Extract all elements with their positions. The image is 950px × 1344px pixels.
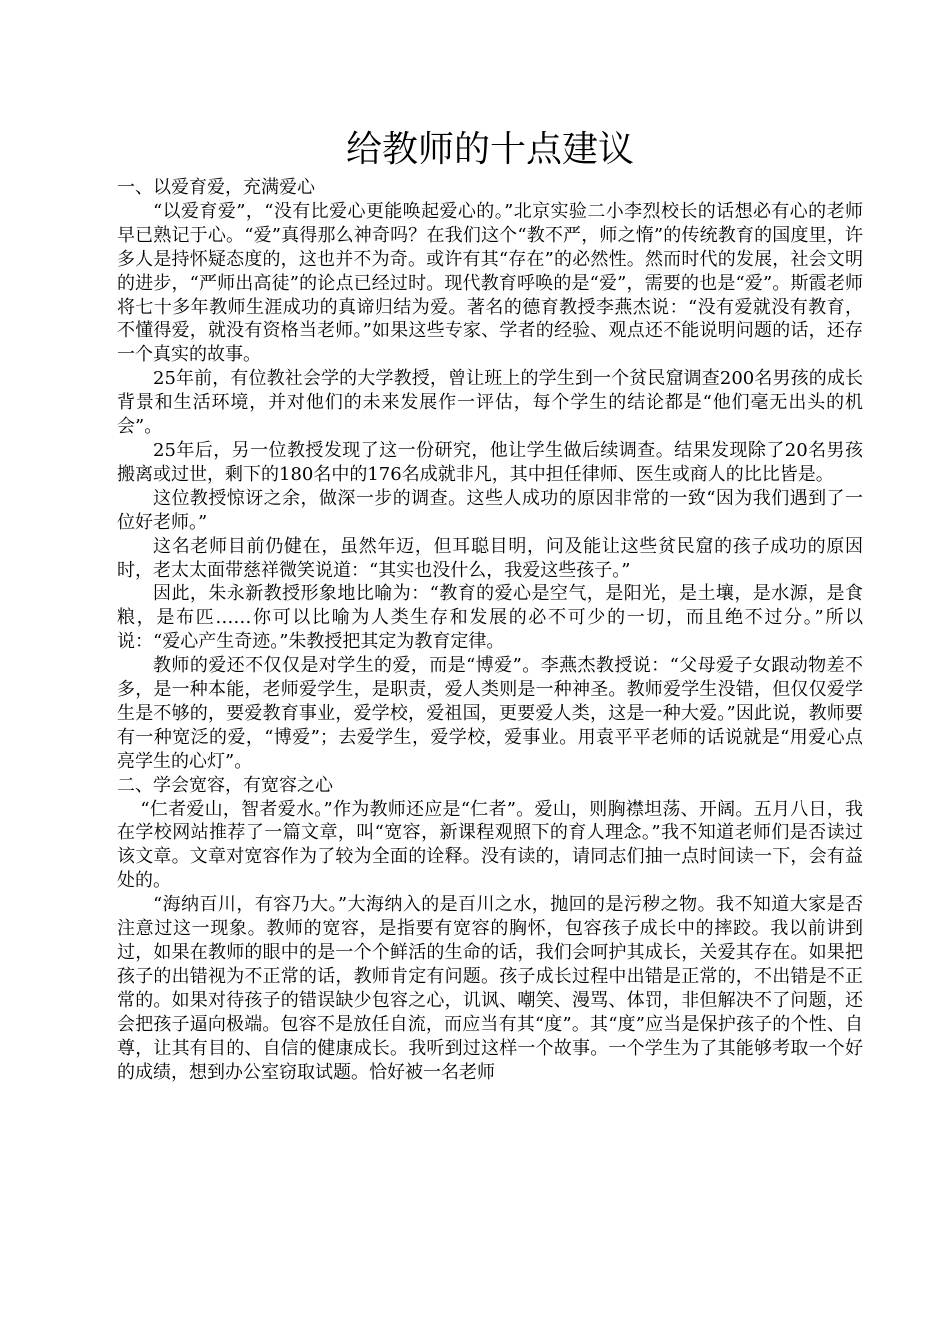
paragraph: 这名老师目前仍健在，虽然年迈，但耳聪目明，问及能让这些贫民窟的孩子成功的原因时，老太太面带慈祥微笑说道：“其实也没什么，我爱这些孩子。” (117, 535, 863, 581)
section-heading-love: 一、以爱育爱，充满爱心 (117, 177, 315, 198)
paragraph: “仁者爱山，智者爱水。”作为教师还应是“仁者”。爱山，则胸襟坦荡、开阔。五月八日，我在学校网站推荐了一篇文章，叫“宽容，新课程观照下的育人理念。”我不知道老师们是否读过该文章。文章对宽容作为了较为全面的诠释。没有读的，请同志们抽一点时间读一下，会有益处的。 (117, 798, 863, 892)
paragraph: 25年后，另一位教授发现了这一份研究，他让学生做后续调查。结果发现除了20名男孩搬离或过世，剩下的180名中的176名成就非凡，其中担任律师、医生或商人的比比皆是。 (117, 439, 863, 485)
paragraph: 教师的爱还不仅仅是对学生的爱，而是“博爱”。李燕杰教授说：“父母爱子女跟动物差不多，是一种本能，老师爱学生，是职责，爱人类则是一种神圣。教师爱学生没错，但仅仅爱学生是不够的，要爱教育事业，爱学校，爱祖国，更要爱人类，这是一种大爱。”因此说，教师要有一种宽泛的爱，“博爱”；去爱学生，爱学校，爱事业。用袁平平老师的话说就是“用爱心点亮学生的心灯”。 (117, 655, 863, 772)
paragraph: 25年前，有位教社会学的大学教授，曾让班上的学生到一个贫民窟调查200名男孩的成长背景和生活环境，并对他们的未来发展作一评估，每个学生的结论都是“他们毫无出头的机会”。 (117, 368, 863, 438)
document-title: 给教师的十点建议 (345, 129, 634, 170)
paragraph: 因此，朱永新教授形象地比喻为：“教育的爱心是空气，是阳光，是土壤，是水源，是食粮，是布匹……你可以比喻为人类生存和发展的必不可少的一切，而且绝不过分。”所以说：“爱心产生奇迹。”朱教授把其定为教育定律。 (117, 583, 863, 653)
document-body (117, 124, 863, 1084)
section-heading-tolerance: 二、学会宽容，有宽容之心 (117, 774, 333, 796)
paragraph: “以爱育爱”，“没有比爱心更能唤起爱心的。”北京实验二小李烈校长的话想必有心的老师早已熟记于心。“爱”真得那么神奇吗？在我们这个“教不严，师之惰”的传统教育的国度里，许多人是持怀疑态度的，这也并不为奇。或许有其“存在”的必然性。然而时代的发展，社会文明的进步，“严师出高徒”的论点已经过时。现代教育呼唤的是“爱”，需要的也是“爱”。斯霞老师将七十多年教师生涯成功的真谛归结为爱。著名的德育教授李燕杰说：“没有爱就没有教育，不懂得爱，就没有资格当老师。”如果这些专家、学者的经验、观点还不能说明问题的话，还存一个真实的故事。 (117, 200, 863, 366)
paragraph: 这位教授惊讶之余，做深一步的调查。这些人成功的原因非常的一致“因为我们遇到了一位好老师。” (117, 487, 863, 533)
paragraph: “海纳百川，有容乃大。”大海纳入的是百川之水，抛回的是污秽之物。我不知道大家是否注意过这一现象。教师的宽容，是指要有宽容的胸怀，包容孩子成长中的摔跤。我以前讲到过，如果在教师的眼中的是一个个鲜活的生命的话，我们会呵护其成长，关爱其存在。如果把孩子的出错视为不正常的话，教师肯定有问题。孩子成长过程中出错是正常的，不出错是不正常的。如果对待孩子的错误缺少包容之心，讥讽、嘲笑、漫骂、体罚，非但解决不了问题，还会把孩子逼向极端。包容不是放任自流，而应当有其“度”。其“度”应当是保护孩子的个性、自尊，让其有目的、自信的健康成长。我听到过这样一个故事。一个学生为了其能够考取一个好的成绩，想到办公室窃取试题。恰好被一名老师 (117, 894, 863, 1083)
